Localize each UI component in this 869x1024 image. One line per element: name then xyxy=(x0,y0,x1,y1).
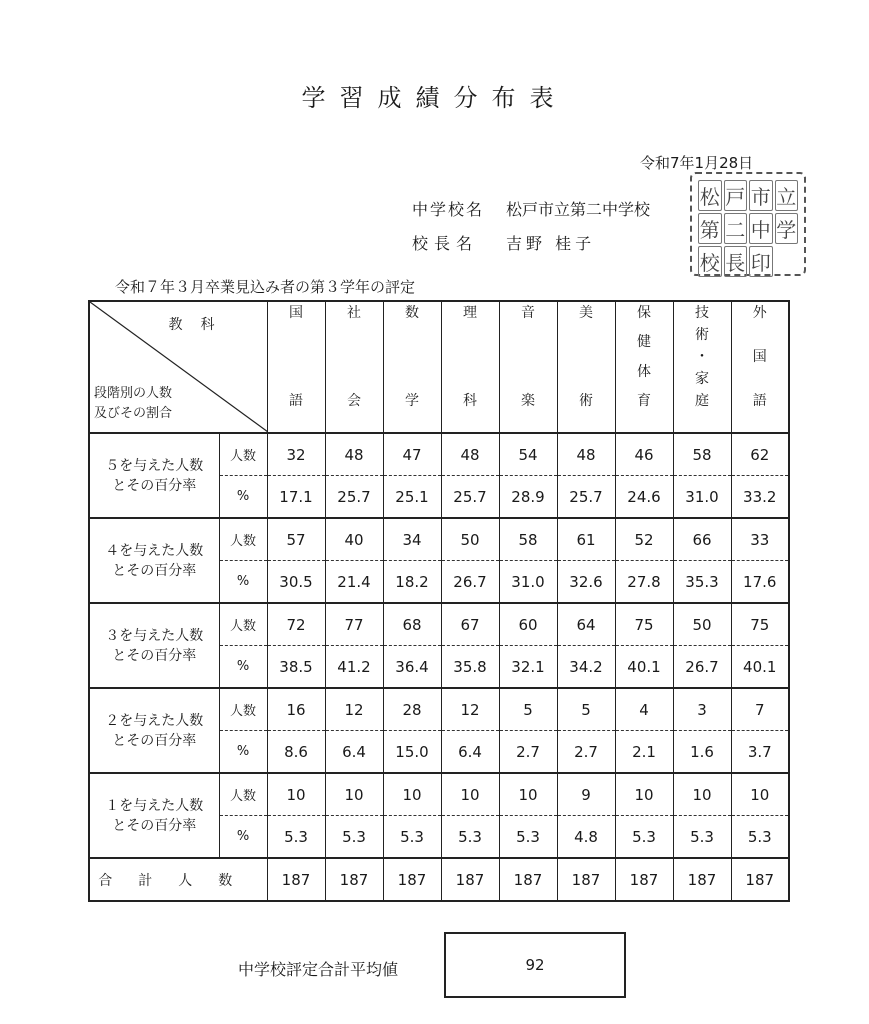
grade-row-label xyxy=(89,433,219,518)
percent-cell: 26.7 xyxy=(441,561,499,604)
count-cell: 10 xyxy=(383,773,441,816)
subject-char: 外 xyxy=(752,305,767,321)
subject-char: 学 xyxy=(405,393,419,409)
percent-cell: 2.7 xyxy=(557,731,615,774)
subject-char: 庭 xyxy=(695,393,709,409)
count-cell: 12 xyxy=(441,688,499,731)
subject-name xyxy=(616,302,673,410)
count-cell: 66 xyxy=(673,518,731,561)
percent-cell: 31.0 xyxy=(673,476,731,519)
unit-count-label: 人数 xyxy=(219,773,267,816)
percent-cell: 6.4 xyxy=(325,731,383,774)
percent-cell: 6.4 xyxy=(441,731,499,774)
percent-cell: 40.1 xyxy=(731,646,789,689)
row-heading-line-1: 段階別の人数 xyxy=(94,386,173,401)
count-cell: 5 xyxy=(557,688,615,731)
count-cell: 33 xyxy=(731,518,789,561)
percent-cell: 5.3 xyxy=(267,816,325,859)
subject-header-3 xyxy=(441,301,499,433)
unit-count-label: 人数 xyxy=(219,518,267,561)
total-cell: 187 xyxy=(267,858,325,901)
unit-count-label: 人数 xyxy=(219,433,267,476)
total-cell: 187 xyxy=(731,858,789,901)
count-cell: 57 xyxy=(267,518,325,561)
percent-cell: 5.3 xyxy=(499,816,557,859)
grade-label-line-1: ３を与えた人数 xyxy=(105,627,204,644)
count-cell: 54 xyxy=(499,433,557,476)
count-cell: 10 xyxy=(441,773,499,816)
official-seal xyxy=(690,172,806,276)
count-cell: 40 xyxy=(325,518,383,561)
percent-cell: 2.7 xyxy=(499,731,557,774)
percent-cell: 25.1 xyxy=(383,476,441,519)
subject-char: 美 xyxy=(579,305,593,321)
row-heading-line-2: 及びその割合 xyxy=(94,406,173,421)
subject-name xyxy=(268,302,325,410)
percent-cell: 34.2 xyxy=(557,646,615,689)
count-cell: 61 xyxy=(557,518,615,561)
percent-cell: 5.3 xyxy=(441,816,499,859)
subject-char: 語 xyxy=(289,393,303,409)
total-cell: 187 xyxy=(673,858,731,901)
school-name-label: 中学校名 xyxy=(412,200,485,219)
count-cell: 75 xyxy=(615,603,673,646)
grade-distribution-table xyxy=(88,300,790,902)
average-value: 92 xyxy=(525,956,545,974)
subject-header-7 xyxy=(673,301,731,433)
subject-name xyxy=(674,302,731,410)
total-row-label: 合計人数 xyxy=(89,858,267,901)
percent-cell: 8.6 xyxy=(267,731,325,774)
grade-label-line-1: ４を与えた人数 xyxy=(105,542,204,559)
subject-char: 理 xyxy=(463,305,477,321)
subject-char: ・ xyxy=(695,349,709,365)
unit-percent-label: % xyxy=(219,816,267,859)
percent-cell: 21.4 xyxy=(325,561,383,604)
count-cell: 10 xyxy=(673,773,731,816)
percent-cell: 41.2 xyxy=(325,646,383,689)
count-cell: 5 xyxy=(499,688,557,731)
subject-char: 技 xyxy=(695,305,709,321)
count-cell: 47 xyxy=(383,433,441,476)
subject-header-1 xyxy=(325,301,383,433)
subject-header-4 xyxy=(499,301,557,433)
count-cell: 10 xyxy=(499,773,557,816)
count-cell: 64 xyxy=(557,603,615,646)
school-name: 松戸市立第二中学校 xyxy=(506,200,651,219)
grade-label-line-1: ５を与えた人数 xyxy=(105,457,204,474)
percent-cell: 25.7 xyxy=(441,476,499,519)
percent-cell: 15.0 xyxy=(383,731,441,774)
count-cell: 10 xyxy=(615,773,673,816)
percent-cell: 30.5 xyxy=(267,561,325,604)
percent-cell: 24.6 xyxy=(615,476,673,519)
seal-glyph: 中 xyxy=(749,213,773,244)
percent-cell: 17.1 xyxy=(267,476,325,519)
subject-char: 会 xyxy=(347,393,361,409)
unit-percent-label: % xyxy=(219,476,267,519)
grade-row-label xyxy=(89,773,219,858)
table-caption: 令和７年３月卒業見込み者の第３学年の評定 xyxy=(115,278,416,296)
total-cell: 187 xyxy=(499,858,557,901)
total-cell: 187 xyxy=(615,858,673,901)
percent-cell: 28.9 xyxy=(499,476,557,519)
seal-glyph: 校 xyxy=(698,246,722,277)
count-cell: 16 xyxy=(267,688,325,731)
percent-cell: 17.6 xyxy=(731,561,789,604)
subject-name xyxy=(442,302,499,410)
subject-name xyxy=(732,302,789,410)
count-cell: 7 xyxy=(731,688,789,731)
count-cell: 50 xyxy=(673,603,731,646)
count-cell: 9 xyxy=(557,773,615,816)
percent-cell: 25.7 xyxy=(325,476,383,519)
count-cell: 12 xyxy=(325,688,383,731)
percent-cell: 31.0 xyxy=(499,561,557,604)
subject-char: 家 xyxy=(695,371,709,387)
grade-label-line-2: とその百分率 xyxy=(112,477,197,494)
percent-cell: 38.5 xyxy=(267,646,325,689)
count-cell: 34 xyxy=(383,518,441,561)
count-cell: 77 xyxy=(325,603,383,646)
count-cell: 48 xyxy=(441,433,499,476)
count-cell: 46 xyxy=(615,433,673,476)
grade-label-line-2: とその百分率 xyxy=(112,647,197,664)
page-title: 学習成績分布表 xyxy=(301,84,568,112)
percent-cell: 1.6 xyxy=(673,731,731,774)
percent-cell: 40.1 xyxy=(615,646,673,689)
unit-count-label: 人数 xyxy=(219,688,267,731)
seal-glyph: 学 xyxy=(775,213,799,244)
subject-char: 音 xyxy=(521,305,535,321)
subject-header-0 xyxy=(267,301,325,433)
subject-char: 体 xyxy=(637,363,651,380)
grade-row-label xyxy=(89,603,219,688)
count-cell: 10 xyxy=(731,773,789,816)
percent-cell: 35.3 xyxy=(673,561,731,604)
count-cell: 72 xyxy=(267,603,325,646)
percent-cell: 3.7 xyxy=(731,731,789,774)
count-cell: 28 xyxy=(383,688,441,731)
seal-glyph: 第 xyxy=(698,213,722,244)
seal-glyph: 二 xyxy=(724,213,748,244)
subject-char: 国 xyxy=(289,305,303,321)
count-cell: 48 xyxy=(325,433,383,476)
count-cell: 4 xyxy=(615,688,673,731)
grade-label-line-1: １を与えた人数 xyxy=(105,797,204,814)
subject-char: 術 xyxy=(695,327,709,343)
percent-cell: 2.1 xyxy=(615,731,673,774)
percent-cell: 18.2 xyxy=(383,561,441,604)
count-cell: 60 xyxy=(499,603,557,646)
subject-name xyxy=(326,302,383,410)
subject-char: 楽 xyxy=(521,393,535,409)
subject-header-6 xyxy=(615,301,673,433)
subject-char: 数 xyxy=(405,305,419,321)
seal-glyph: 印 xyxy=(749,246,773,277)
corner-header-cell xyxy=(89,301,267,433)
average-value-box xyxy=(444,932,626,998)
subject-char: 語 xyxy=(752,393,767,409)
percent-cell: 36.4 xyxy=(383,646,441,689)
unit-percent-label: % xyxy=(219,561,267,604)
subject-name xyxy=(558,302,615,410)
total-cell: 187 xyxy=(383,858,441,901)
percent-cell: 4.8 xyxy=(557,816,615,859)
percent-cell: 26.7 xyxy=(673,646,731,689)
total-cell: 187 xyxy=(441,858,499,901)
count-cell: 52 xyxy=(615,518,673,561)
grade-label-line-2: とその百分率 xyxy=(112,817,197,834)
average-label: 中学校評定合計平均値 xyxy=(238,960,399,979)
seal-glyph: 戸 xyxy=(724,180,748,211)
percent-cell: 5.3 xyxy=(731,816,789,859)
principal-name: 吉野 桂子 xyxy=(506,234,596,253)
percent-cell: 27.8 xyxy=(615,561,673,604)
subject-name xyxy=(384,302,441,410)
percent-cell: 33.2 xyxy=(731,476,789,519)
grade-row-label xyxy=(89,518,219,603)
count-cell: 62 xyxy=(731,433,789,476)
grade-row-label xyxy=(89,688,219,773)
count-cell: 67 xyxy=(441,603,499,646)
percent-cell: 5.3 xyxy=(383,816,441,859)
subject-char: 健 xyxy=(637,334,651,351)
subject-char: 国 xyxy=(752,349,767,365)
seal-glyph: 立 xyxy=(775,180,799,211)
percent-cell: 32.1 xyxy=(499,646,557,689)
total-cell: 187 xyxy=(557,858,615,901)
subject-char: 科 xyxy=(463,393,477,409)
grade-label-line-2: とその百分率 xyxy=(112,732,197,749)
percent-cell: 25.7 xyxy=(557,476,615,519)
count-cell: 50 xyxy=(441,518,499,561)
count-cell: 10 xyxy=(267,773,325,816)
subject-name xyxy=(500,302,557,410)
seal-glyph: 松 xyxy=(698,180,722,211)
count-cell: 58 xyxy=(673,433,731,476)
unit-percent-label: % xyxy=(219,731,267,774)
percent-cell: 32.6 xyxy=(557,561,615,604)
subject-header-8 xyxy=(731,301,789,433)
grade-label-line-1: ２を与えた人数 xyxy=(105,712,204,729)
subject-char: 保 xyxy=(637,305,651,321)
count-cell: 75 xyxy=(731,603,789,646)
percent-cell: 5.3 xyxy=(615,816,673,859)
subject-char: 術 xyxy=(579,393,593,409)
count-cell: 48 xyxy=(557,433,615,476)
grade-label-line-2: とその百分率 xyxy=(112,562,197,579)
percent-cell: 5.3 xyxy=(673,816,731,859)
count-cell: 58 xyxy=(499,518,557,561)
count-cell: 3 xyxy=(673,688,731,731)
principal-label: 校長名 xyxy=(412,234,479,253)
subject-char: 社 xyxy=(347,305,361,321)
count-cell: 68 xyxy=(383,603,441,646)
subject-heading: 教科 xyxy=(168,317,233,333)
percent-cell: 35.8 xyxy=(441,646,499,689)
subject-header-2 xyxy=(383,301,441,433)
seal-glyph: 市 xyxy=(749,180,773,211)
subject-char: 育 xyxy=(637,392,651,409)
percent-cell: 5.3 xyxy=(325,816,383,859)
unit-percent-label: % xyxy=(219,646,267,689)
total-cell: 187 xyxy=(325,858,383,901)
count-cell: 32 xyxy=(267,433,325,476)
count-cell: 10 xyxy=(325,773,383,816)
document-date: 令和7年1月28日 xyxy=(640,154,754,172)
seal-glyph: 長 xyxy=(724,246,748,277)
subject-header-5 xyxy=(557,301,615,433)
unit-count-label: 人数 xyxy=(219,603,267,646)
